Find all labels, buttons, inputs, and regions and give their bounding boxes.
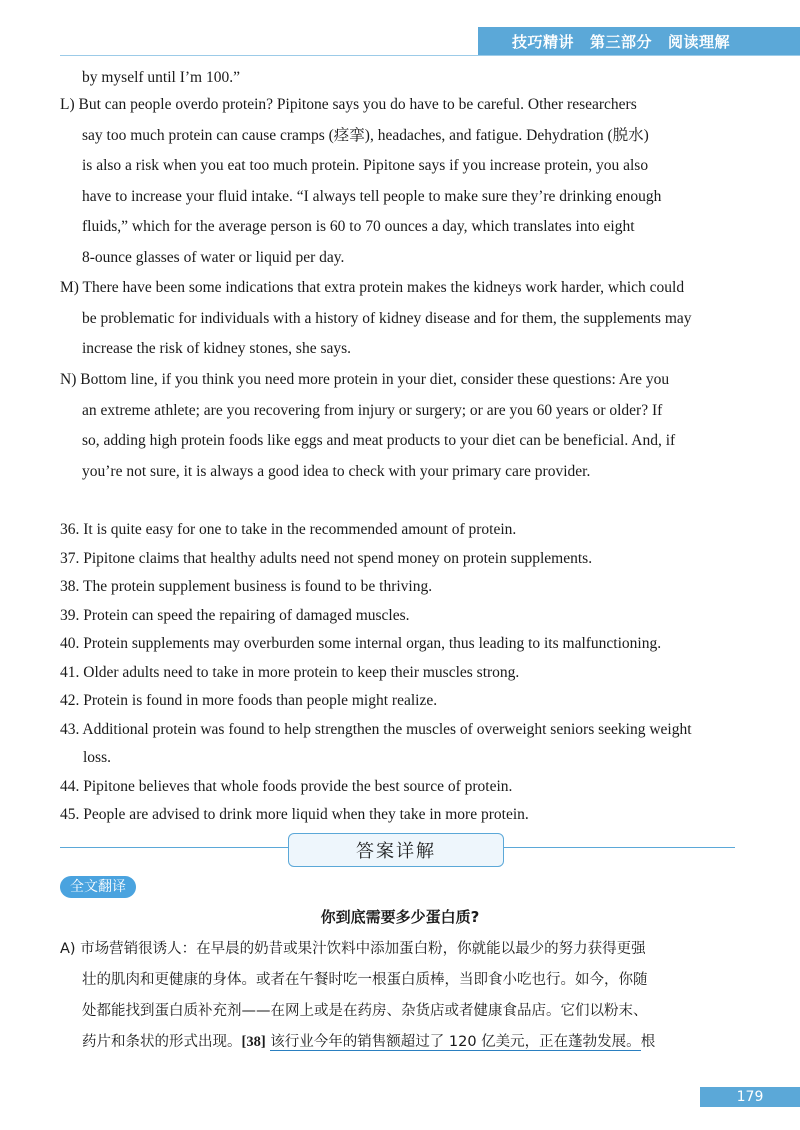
question-item: 45. People are advised to drink more liquid when they take in more protein. <box>60 806 529 823</box>
header-part-3: 阅读理解 <box>668 32 731 51</box>
paragraph-l: L) But can people overdo protein? Pipitone says you do have to be careful. Other researchers say too much protein can cause cramps (痉挛), headaches, and fatigue. Dehydration (脱水) is also a risk when you eat too much protein. Pipitone says if you increase protein, you also have to increase your fluid intake. “I always tell people to make sure they’re drinking enough fluids,” which for the average person is 60 to 70 ounces a day, which translates into eight 8-ounce glasses of water or liquid per day. <box>60 96 662 266</box>
question-item: 40. Protein supplements may overburden some internal organ, thus leading to its malfunctioning. <box>60 635 662 652</box>
banner-rule-right <box>503 847 735 848</box>
paragraph-m: M) There have been some indications that extra protein makes the kidneys work harder, which could be problematic for individuals with a history of kidney disease and for them, the supplements may increase the risk of kidney stones, she says. <box>60 279 692 357</box>
answer-reference-38: [38] <box>241 1034 266 1050</box>
question-item: 42. Protein is found in more foods than people might realize. <box>60 692 438 709</box>
question-item: 44. Pipitone believes that whole foods provide the best source of protein. <box>60 777 513 795</box>
translation-title: 你到底需要多少蛋白质? <box>320 908 480 926</box>
question-item: 36. It is quite easy for one to take in the recommended amount of protein. <box>60 521 517 538</box>
header-part-1: 技巧精讲 <box>512 32 575 51</box>
translation-paragraph-a: A) 市场营销很诱人：在早晨的奶昔或果汁饮料中添加蛋白粉，你就能以最少的努力获得更强 壮的肌肉和更健康的身体。或者在午餐时吃一根蛋白质棒，当即食小吃也行。如今，你随 处都能找到蛋白质补充剂——在网上或是在药房、杂货店或者健康食品店。它们以粉末、 药片和条状的形式出现。[38] 该行业今年的销售额超过了 120 亿美元，正在蓬勃发展。根 <box>60 941 656 1050</box>
question-list <box>60 516 740 830</box>
question-item: 37. Pipitone claims that healthy adults need not spend money on protein supplements. <box>60 549 593 567</box>
question-item: 39. Protein can speed the repairing of damaged muscles. <box>60 606 410 624</box>
answer-section-title: 答案详解 <box>288 833 504 867</box>
question-item: 38. The protein supplement business is found to be thriving. <box>60 578 433 595</box>
header-part-2: 第三部分 <box>590 32 653 51</box>
banner-rule-left <box>60 847 288 848</box>
section-header <box>478 27 800 55</box>
page-number: 179 <box>700 1087 800 1107</box>
paragraph-k-tail: by myself until I’m 100.” <box>82 69 240 86</box>
translation-tag: 全文翻译 <box>60 876 136 898</box>
header-rule <box>60 55 800 56</box>
answer-section-banner <box>60 833 735 867</box>
question-item: 41. Older adults need to take in more protein to keep their muscles strong. <box>60 663 520 681</box>
paragraph-n: N) Bottom line, if you think you need more protein in your diet, consider these questions: Are you an extreme athlete; are you recovering from injury or surgery; or are you 60 years or older? If so, adding high protein foods like eggs and meat products to your diet can be beneficial. And, if you’re not sure, it is always a good idea to check with your primary care provider. <box>60 371 676 480</box>
answer-highlight: 该行业今年的销售额超过了 120 亿美元，正在蓬勃发展。 <box>270 1034 641 1050</box>
question-item: 43. Additional protein was found to help strengthen the muscles of overweight seniors seeking weight loss. <box>60 720 692 766</box>
